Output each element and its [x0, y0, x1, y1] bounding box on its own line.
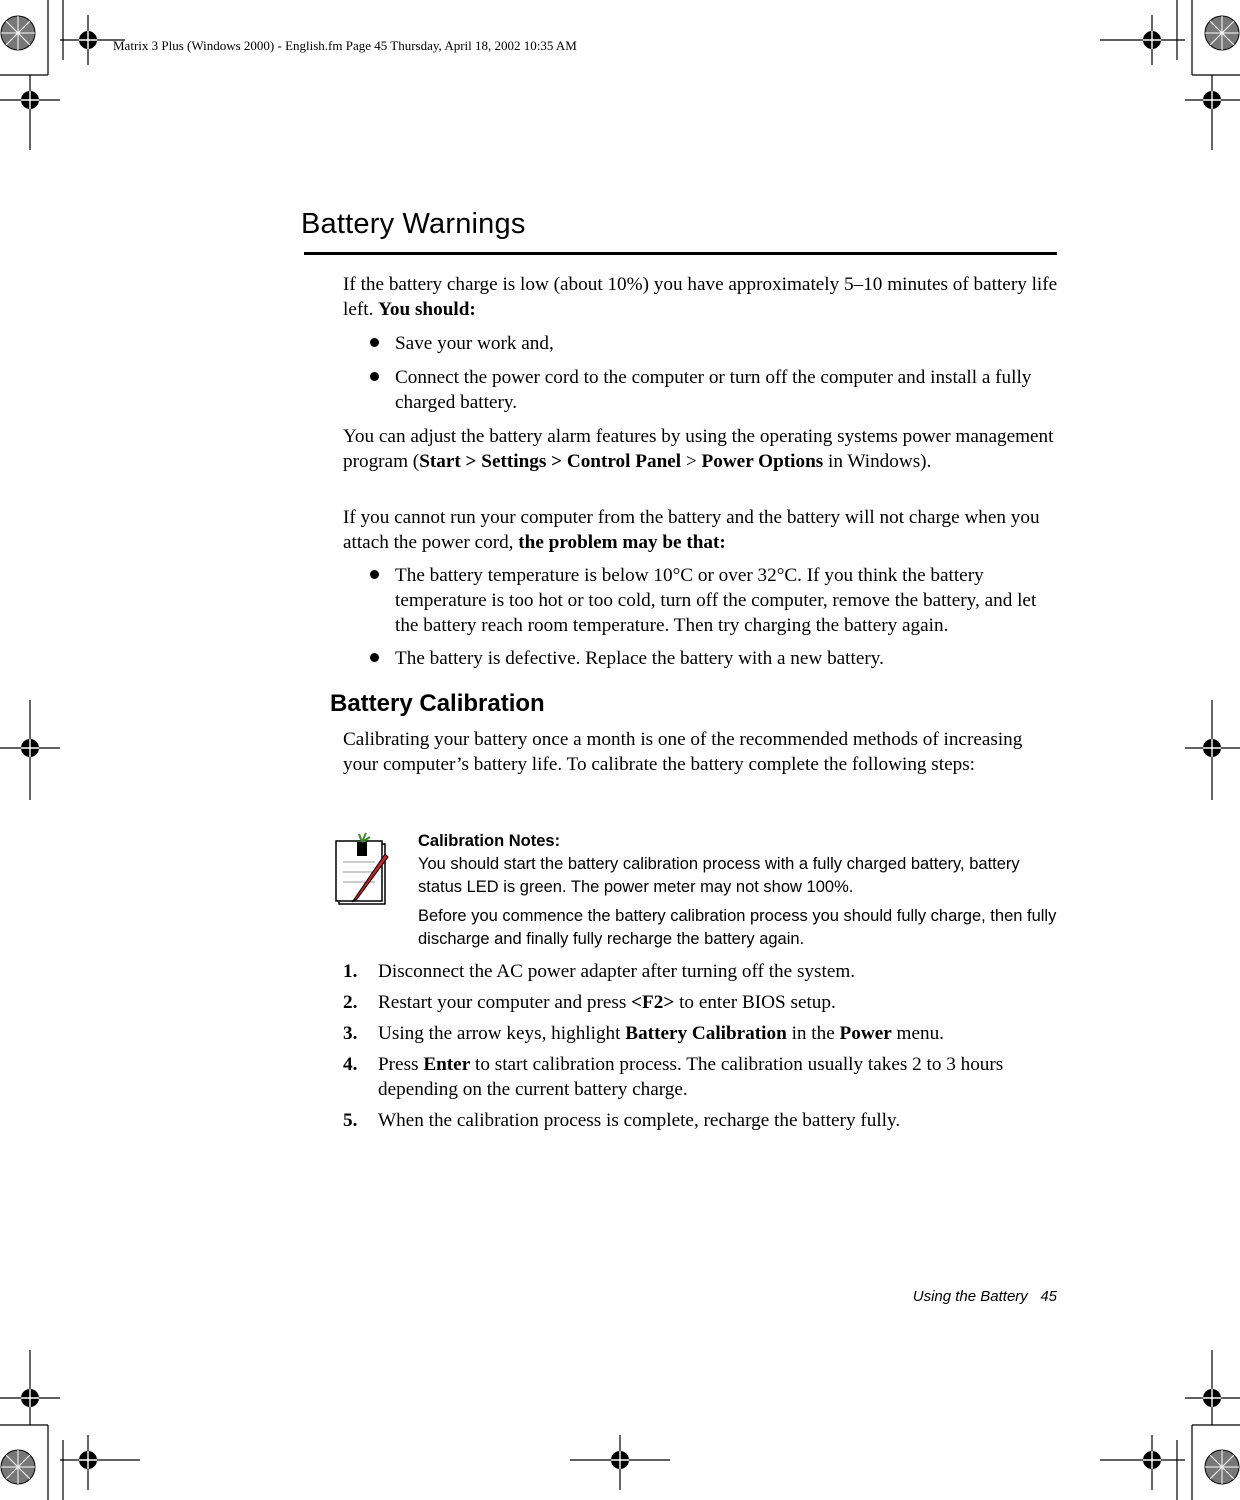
subsection-title: Battery Calibration: [330, 690, 545, 717]
calibration-intro: Calibrating your battery once a month is one of the recommended methods of increasing your computer’s battery life. To calibrate the battery complete the following steps:: [343, 729, 1023, 775]
intro-paragraph: If the battery charge is low (about 10%) you have approximately 5–10 minutes of battery life left. You should:: [343, 274, 1058, 320]
bullet-icon: [370, 653, 379, 662]
document-header: Matrix 3 Plus (Windows 2000) - English.fm Page 45 Thursday, April 18, 2002 10:35 AM: [113, 38, 577, 53]
note-title: Calibration Notes:: [418, 832, 561, 850]
alarm-paragraph: You can adjust the battery alarm features by using the operating systems power management program (Start > Settings > Control Panel > Power Options in Windows).: [343, 426, 1054, 472]
note-line: Before you commence the battery calibration process you should fully charge, then fully discharge and finally fully recharge the battery again.: [418, 907, 1057, 948]
title-underline: [304, 252, 1057, 255]
bullet-icon: [370, 570, 379, 579]
bullet-icon: [370, 338, 379, 347]
section-title: Battery Warnings: [301, 208, 526, 240]
bullet-icon: [370, 372, 379, 381]
note-pen-icon: [335, 832, 391, 908]
page-number: 45: [1040, 1288, 1057, 1305]
note-line: You should start the battery calibration process with a fully charged battery, battery status LED is green. The power meter may not show 100%.: [418, 855, 1020, 896]
footer-section: Using the Battery: [912, 1288, 1028, 1305]
note-block: [418, 830, 1068, 951]
cannot-run-paragraph: If you cannot run your computer from the battery and the battery will not charge when you attach the power cord, the problem may be that:: [343, 507, 1040, 553]
page-footer: [913, 1288, 1057, 1305]
